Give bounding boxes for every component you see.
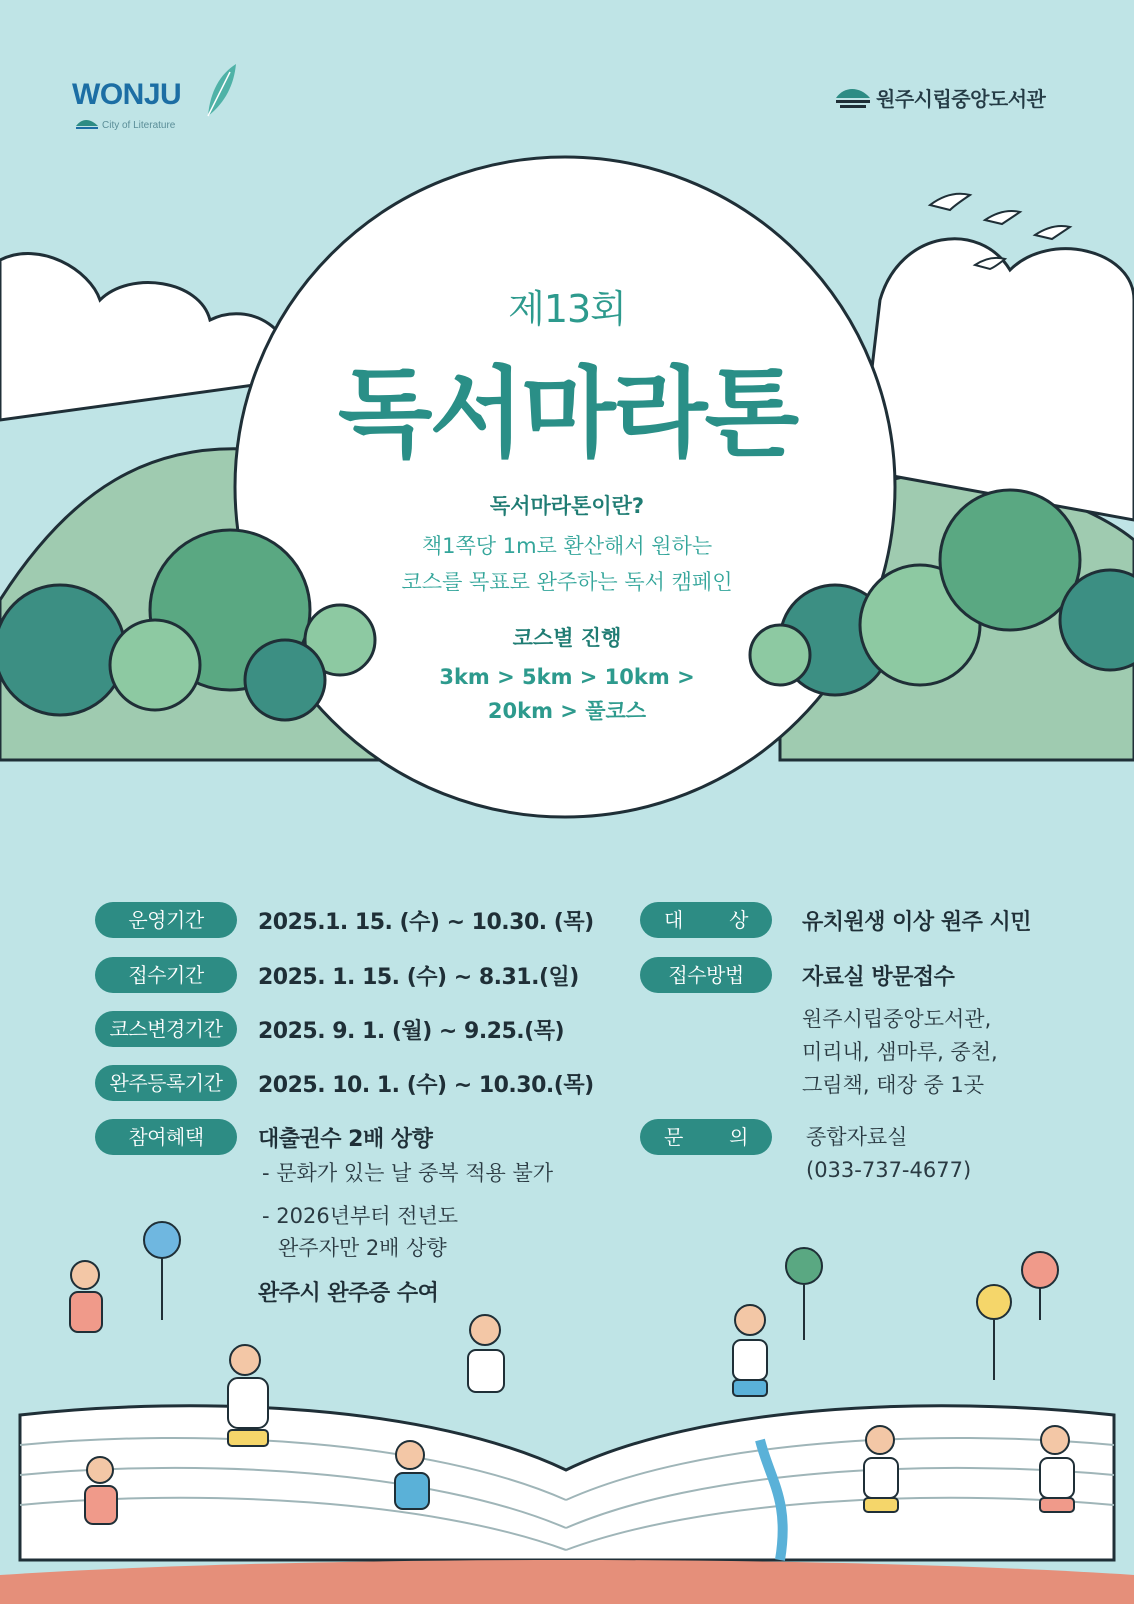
what-is-title: 독서마라톤이란?	[489, 494, 645, 518]
value-operation-period: 2025.1. 15. (수) ~ 10.30. (목)	[258, 910, 594, 935]
value-course-change-period: 2025. 9. 1. (월) ~ 9.25.(목)	[258, 1019, 565, 1044]
label-target	[640, 902, 772, 938]
benefit-note: - 2026년부터 전년도	[262, 1204, 459, 1228]
value-registration-period: 2025. 1. 15. (수) ~ 8.31.(일)	[258, 965, 579, 990]
course-line: 20km > 풀코스	[487, 699, 647, 723]
contact-info	[806, 1121, 971, 1187]
library-name: 원주시립중앙도서관	[876, 87, 1046, 111]
wonju-logo-text: WONJU	[72, 78, 182, 111]
description-line: 책1쪽당 1m로 환산해서 원하는	[421, 534, 713, 558]
label-contact-b: 의	[729, 1125, 748, 1149]
label-contact-a: 문	[664, 1125, 683, 1149]
mountain-icon	[836, 84, 870, 110]
benefit-note: - 문화가 있는 날 중복 적용 불가	[262, 1161, 554, 1185]
course-line: 3km > 5km > 10km >	[439, 665, 695, 689]
course-list	[0, 660, 1134, 728]
label-target-b: 상	[729, 908, 748, 932]
place-line: 그림책, 태장 중 1곳	[802, 1073, 985, 1097]
page-title: 독서마라톤	[337, 357, 797, 471]
contact-line: 종합자료실	[806, 1125, 908, 1149]
label-contact	[640, 1119, 772, 1155]
benefit-extra: 완주시 완주증 수여	[258, 1281, 439, 1306]
edition-number: 제13회	[508, 287, 626, 331]
what-is-description	[0, 528, 1134, 600]
library-logo	[836, 80, 1076, 116]
label-registration-period: 접수기간	[95, 957, 237, 993]
value-method: 자료실 방문접수	[802, 965, 955, 990]
contact-line: (033-737-4677)	[806, 1158, 972, 1182]
feather-icon	[200, 62, 240, 120]
value-benefits: 대출권수 2배 상향	[258, 1127, 433, 1152]
label-benefits: 참여혜택	[95, 1119, 237, 1155]
value-target: 유치원생 이상 원주 시민	[802, 910, 1031, 935]
course-title: 코스별 진행	[512, 626, 622, 650]
description-line: 코스를 목표로 완주하는 독서 캠페인	[401, 570, 733, 594]
benefit-note: 완주자만 2배 상향	[278, 1236, 447, 1260]
city-of-literature-text: City of Literature	[102, 120, 176, 131]
label-completion-period: 완주등록기간	[95, 1065, 237, 1101]
method-places	[802, 1003, 998, 1102]
wonju-city-logo	[72, 70, 242, 140]
label-course-change-period: 코스변경기간	[95, 1011, 237, 1047]
label-operation-period: 운영기간	[95, 902, 237, 938]
value-completion-period: 2025. 10. 1. (수) ~ 10.30.(목)	[258, 1073, 594, 1098]
label-target-a: 대	[664, 908, 683, 932]
mountain-icon	[76, 116, 98, 130]
place-line: 미리내, 샘마루, 중천,	[802, 1040, 998, 1064]
place-line: 원주시립중앙도서관,	[802, 1007, 992, 1031]
label-method: 접수방법	[640, 957, 772, 993]
